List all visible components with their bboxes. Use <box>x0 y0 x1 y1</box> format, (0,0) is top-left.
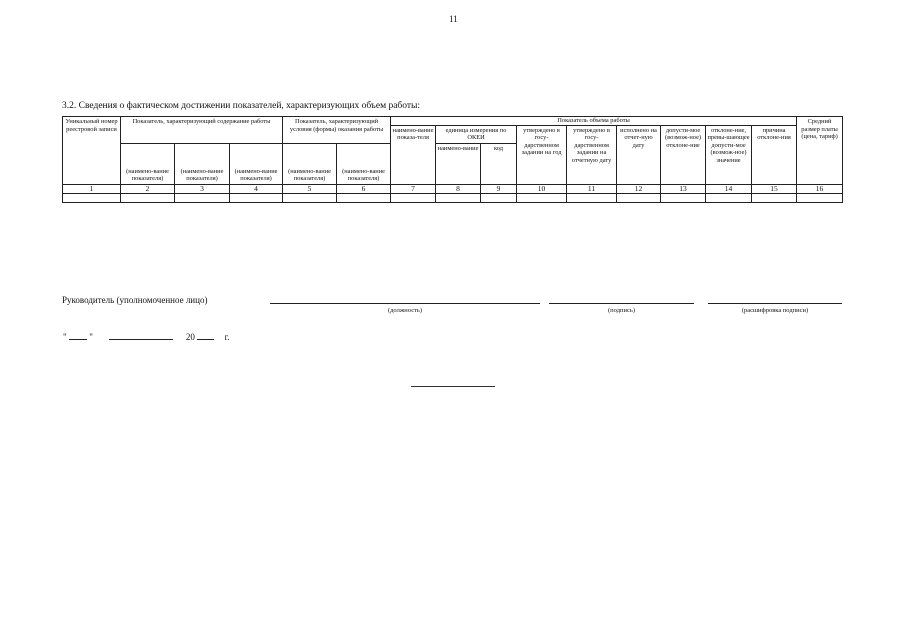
section-heading: 3.2. Сведения о фактическом достижении показателей, характеризующих объем работы: <box>62 101 421 111</box>
empty-cell[interactable] <box>283 194 337 203</box>
date-year-prefix: 20 <box>185 332 195 342</box>
empty-cell[interactable] <box>797 194 843 203</box>
footer-rule <box>411 386 495 387</box>
column-number: 13 <box>661 184 706 194</box>
column-number: 16 <box>797 184 843 194</box>
empty-cell[interactable] <box>567 194 617 203</box>
header-allowed-deviation: допусти-мое (возмож-ное) отклоне-ние <box>661 125 706 184</box>
work-volume-table <box>62 116 843 203</box>
position-caption: (должность) <box>387 307 423 314</box>
date-close-quote: " <box>89 332 93 342</box>
header-conditions-indicator: Показатель, характеризующий условия (формы) оказания работы <box>283 117 391 144</box>
column-number: 14 <box>706 184 752 194</box>
empty-cell[interactable] <box>481 194 517 203</box>
signer-label: Руководитель (уполномоченное лицо) <box>62 295 208 305</box>
position-line[interactable] <box>270 303 540 304</box>
subheader-content-1: (наимено-вание показателя) <box>121 143 175 184</box>
date-year-suffix: г. <box>224 332 230 342</box>
empty-cell[interactable] <box>752 194 797 203</box>
column-number: 5 <box>283 184 337 194</box>
empty-cell[interactable] <box>391 194 436 203</box>
signature-decoding-line[interactable] <box>708 303 842 304</box>
header-exceeding-deviation: отклоне-ние, превы-шающее допусти-мое (возмож-ное) значение <box>706 125 752 184</box>
date-day-field[interactable] <box>69 330 87 340</box>
column-number-row <box>63 184 843 194</box>
empty-cell[interactable] <box>230 194 283 203</box>
header-unit-name: наимено-вание <box>436 143 481 184</box>
column-number: 1 <box>63 184 121 194</box>
signature-decoding-caption: (расшифровка подписи) <box>741 307 809 314</box>
column-number: 8 <box>436 184 481 194</box>
empty-cell[interactable] <box>436 194 481 203</box>
signature-line[interactable] <box>549 303 694 304</box>
empty-data-row <box>63 194 843 203</box>
empty-cell[interactable] <box>121 194 175 203</box>
column-number: 11 <box>567 184 617 194</box>
header-executed: исполнено на отчет-ную дату <box>617 125 661 184</box>
subheader-conditions-2: (наимено-вание показателя) <box>337 143 391 184</box>
date-month-field[interactable] <box>109 330 173 340</box>
header-deviation-reason: причина отклоне-ния <box>752 125 797 184</box>
column-number: 15 <box>752 184 797 194</box>
column-number: 10 <box>517 184 567 194</box>
subheader-content-3: (наимено-вание показателя) <box>230 143 283 184</box>
empty-cell[interactable] <box>63 194 121 203</box>
date-row <box>63 330 230 342</box>
page-number: 11 <box>449 14 458 24</box>
header-content-indicator: Показатель, характеризующий содержание работы <box>121 117 283 144</box>
subheader-conditions-1: (наимено-вание показателя) <box>283 143 337 184</box>
date-open-quote: " <box>63 332 67 342</box>
empty-cell[interactable] <box>175 194 230 203</box>
column-number: 2 <box>121 184 175 194</box>
signature-caption: (подпись) <box>608 307 635 314</box>
header-unit-okei: единица измерения по ОКЕИ <box>436 125 517 143</box>
empty-cell[interactable] <box>337 194 391 203</box>
header-volume-indicator: Показатель объема работы <box>391 117 797 126</box>
column-number: 9 <box>481 184 517 194</box>
header-unit-code: код <box>481 143 517 184</box>
header-unique-record-number: Уникальный номер реестровой записи <box>63 117 121 185</box>
empty-cell[interactable] <box>706 194 752 203</box>
column-number: 4 <box>230 184 283 194</box>
column-number: 7 <box>391 184 436 194</box>
subheader-content-2: (наимено-вание показателя) <box>175 143 230 184</box>
column-number: 3 <box>175 184 230 194</box>
column-number: 12 <box>617 184 661 194</box>
empty-cell[interactable] <box>661 194 706 203</box>
column-number: 6 <box>337 184 391 194</box>
header-indicator-name: наимено-вание показа-теля <box>391 125 436 184</box>
header-average-fee: Средний размер платы (цена, тариф) <box>797 117 843 185</box>
empty-cell[interactable] <box>517 194 567 203</box>
header-approved-report-date: утверждено в госу-дарственном задании на отчетную дату <box>567 125 617 184</box>
header-approved-year: утверждено в госу-дарственном задании на год <box>517 125 567 184</box>
empty-cell[interactable] <box>617 194 661 203</box>
date-year-field[interactable] <box>197 330 214 340</box>
